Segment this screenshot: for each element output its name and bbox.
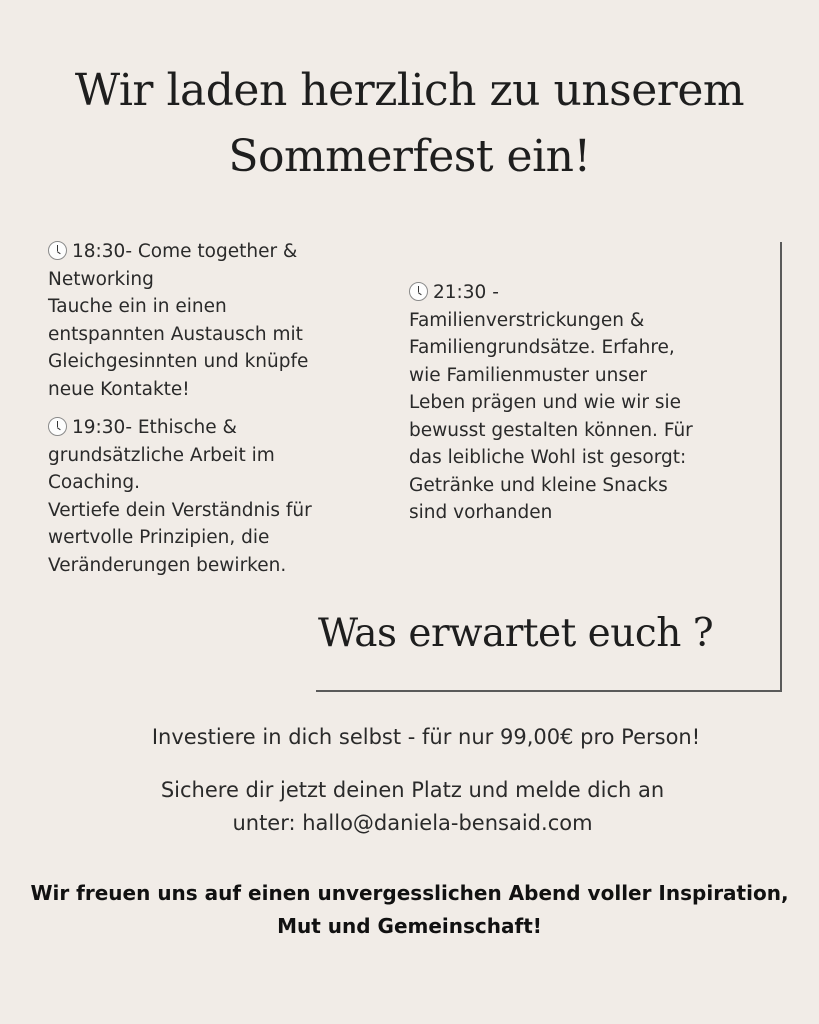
schedule-item-1830 <box>48 238 348 403</box>
schedule-item-text: Coaching. <box>48 472 140 493</box>
schedule-item-text: Veränderungen bewirken. <box>48 554 287 576</box>
schedule-item-text: Networking <box>48 268 154 290</box>
schedule-item-text: Familienverstrickungen & <box>409 309 645 331</box>
schedule-item-heading: 18:30- Come together & <box>72 241 298 262</box>
schedule-item-text: Gleichgesinnten und knüpfe <box>48 351 309 372</box>
clock-icon <box>48 417 67 436</box>
schedule-item-text: bewusst gestalten können. Für <box>409 419 693 441</box>
title-line-1: Wir laden herzlich zu unserem <box>74 65 745 116</box>
schedule-item-text: grundsätzliche Arbeit im <box>48 444 275 466</box>
schedule-item-text: neue Kontakte! <box>48 378 190 400</box>
schedule-item-text: das leibliche Wohl ist gesorgt: <box>409 447 687 468</box>
schedule-item-2130 <box>409 279 719 527</box>
schedule-item-text: Vertiefe dein Verständnis für <box>48 499 312 521</box>
schedule-item-text: wie Familienmuster unser <box>409 364 647 386</box>
signup-line-1: Sichere dir jetzt deinen Platz und melde dich an <box>160 778 665 802</box>
closing-line-1: Wir freuen uns auf einen unvergesslichen Abend voller Inspiration, <box>30 881 789 905</box>
closing-line-2: Mut und Gemeinschaft! <box>277 914 542 938</box>
schedule-item-text: Getränke und kleine Snacks <box>409 474 668 496</box>
schedule-item-text: Leben prägen und wie wir sie <box>409 392 682 413</box>
schedule-item-heading: 19:30- Ethische & <box>72 417 237 438</box>
schedule-item-text: Tauche ein in einen <box>48 296 227 317</box>
signup-text <box>0 774 819 840</box>
schedule-item-text: Familiengrundsätze. Erfahre, <box>409 337 675 358</box>
schedule-item-text: wertvolle Prinzipien, die <box>48 527 270 548</box>
signup-line-2: unter: hallo@daniela-bensaid.com <box>232 811 593 835</box>
price-text: Investiere in dich selbst - für nur 99,00€ pro Person! <box>151 725 701 749</box>
schedule-item-text: entspannten Austausch mit <box>48 323 303 345</box>
clock-icon <box>48 241 67 260</box>
schedule-right-column <box>409 279 719 538</box>
schedule-left-column <box>48 238 348 590</box>
closing-text <box>0 877 819 943</box>
schedule-item-1930 <box>48 414 348 579</box>
horizontal-divider <box>316 690 782 692</box>
schedule-item-text: sind vorhanden <box>409 502 553 523</box>
schedule-item-heading: 21:30 - <box>433 282 499 303</box>
vertical-divider <box>780 242 782 690</box>
title-line-2: Sommerfest ein! <box>228 131 591 182</box>
section-subtitle: Was erwartet euch ? <box>318 611 714 656</box>
page-title <box>0 58 819 190</box>
clock-icon <box>409 282 428 301</box>
